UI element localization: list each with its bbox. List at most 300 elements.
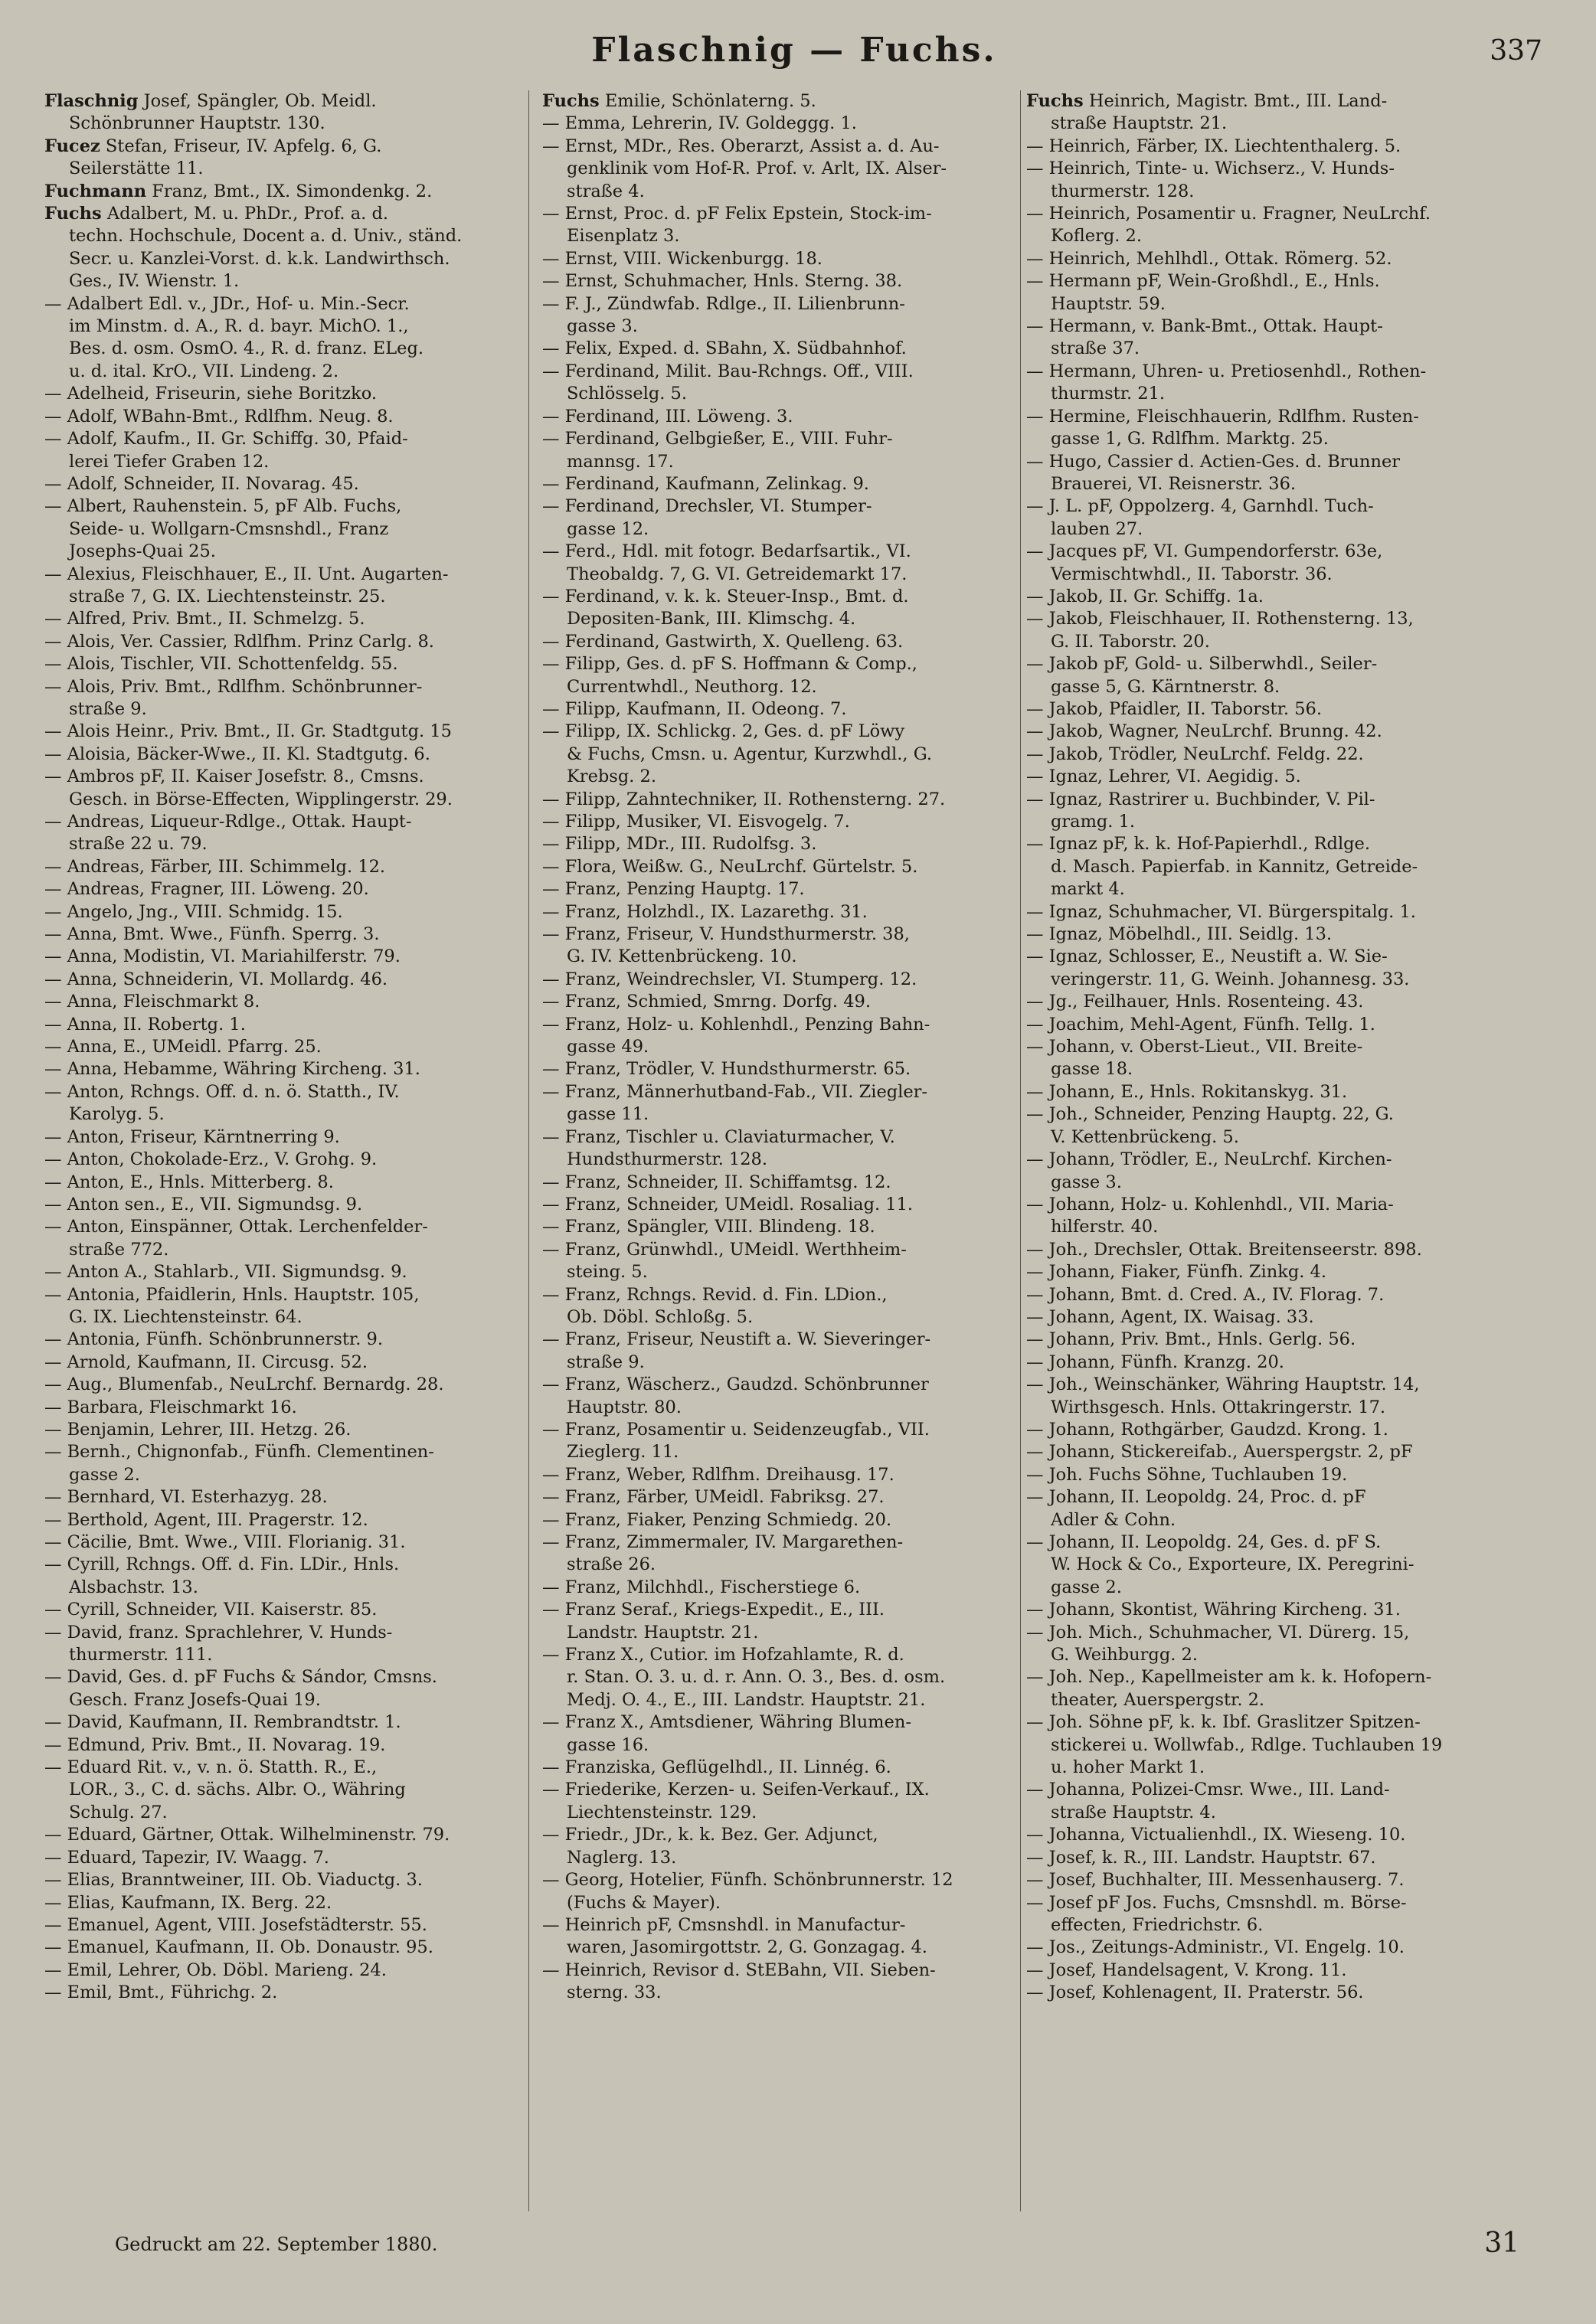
entry-text: Brauerei, VI. Reisnerstr. 36. [1051, 473, 1297, 494]
entry-continuation [1026, 969, 1509, 991]
entry-text: — Andreas, Liqueur-Rdlge., Ottak. Haupt- [44, 812, 412, 832]
entry-text: — David, Ges. d. pF Fuchs & Sándor, Cmsns. [44, 1667, 437, 1688]
entry-text: — Emma, Lehrerin, IV. Goldeggg. 1. [542, 113, 857, 134]
entry-continuation [542, 158, 1021, 180]
directory-entry [1026, 766, 1509, 788]
entry-text: — Anton, Einspänner, Ottak. Lerchenfelder- [44, 1217, 428, 1237]
entry-text: — Ernst, Proc. d. pF Felix Epstein, Stock-im- [542, 204, 932, 224]
entry-text: — Franz, Schmied, Smrng. Dorfg. 49. [542, 992, 872, 1012]
surname-heading: Fuchmann [44, 181, 147, 201]
directory-entry [542, 1599, 1021, 1621]
directory-entry [542, 1194, 1021, 1216]
entry-text: G. IV. Kettenbrückeng. 10. [567, 946, 797, 967]
entry-text: Josephs-Quai 25. [69, 541, 216, 562]
entry-text: gasse 2. [1051, 1577, 1122, 1597]
entry-text: Gesch. Franz Josefs-Quai 19. [69, 1689, 321, 1710]
entry-text: (Fuchs & Mayer). [567, 1892, 721, 1913]
entry-continuation [44, 361, 515, 383]
entry-text: — Emil, Lehrer, Ob. Döbl. Marieng. 24. [44, 1960, 387, 1980]
entry-text: — Heinrich, Färber, IX. Liechtenthalerg. 5. [1026, 136, 1401, 156]
directory-entry [542, 1172, 1021, 1194]
entry-text: — Ferdinand, Milit. Bau-Rchngs. Off., VIII. [542, 361, 914, 381]
entry-text: — Elias, Branntweiner, III. Ob. Viaductg. 3. [44, 1870, 423, 1891]
entry-text: Ob. Döbl. Schloßg. 5. [567, 1306, 754, 1327]
directory-entry [44, 878, 515, 901]
entry-text: — Alois, Priv. Bmt., Rdlfhm. Schönbrunner- [44, 676, 423, 697]
directory-entry [44, 383, 515, 405]
entry-text: — Franz, Schneider, UMeidl. Rosaliag. 11. [542, 1194, 914, 1214]
directory-entry [44, 1486, 515, 1508]
entry-text: — Cyrill, Rchngs. Off. d. Fin. LDir., Hnls. [44, 1554, 400, 1575]
entry-text: gasse 49. [567, 1037, 649, 1057]
entry-text: effecten, Friedrichstr. 6. [1051, 1914, 1264, 1935]
directory-entry [1026, 315, 1509, 338]
entry-text: Hauptstr. 59. [1051, 293, 1166, 314]
directory-entry [542, 1419, 1021, 1441]
entry-text: — Benjamin, Lehrer, III. Hetzg. 26. [44, 1419, 352, 1440]
directory-entry [44, 181, 515, 203]
entry-continuation [44, 1802, 515, 1824]
surname-heading: Fucez [44, 136, 100, 156]
entry-continuation [1026, 428, 1509, 450]
entry-text: mannsg. 17. [567, 451, 674, 472]
entry-continuation [1026, 383, 1509, 405]
entry-text: — Franz, Spängler, VIII. Blindeng. 18. [542, 1217, 875, 1237]
entry-continuation [542, 315, 1021, 338]
entry-text: Wirthsgesch. Hnls. Ottakringerstr. 17. [1051, 1397, 1386, 1417]
directory-entry [1026, 1960, 1509, 1982]
directory-entry [1026, 1261, 1509, 1283]
entry-text: — Joh., Weinschänker, Währing Hauptstr. 14, [1026, 1374, 1420, 1395]
entry-text: Stefan, Friseur, IV. Apfelg. 6, G. [100, 136, 382, 156]
entry-continuation [44, 1464, 515, 1486]
entry-continuation [44, 158, 515, 180]
directory-entry [1026, 1622, 1509, 1644]
entry-text: straße 22 u. 79. [69, 834, 208, 855]
entry-text: — Johann, Rothgärber, Gaudzd. Krong. 1. [1026, 1419, 1388, 1440]
entry-text: genklinik vom Hof-R. Prof. v. Arlt, IX. Alser- [567, 159, 947, 179]
entry-continuation [542, 946, 1021, 968]
entry-text: — Franz, Wäscherz., Gaudzd. Schönbrunner [542, 1374, 929, 1395]
entry-text: gasse 11. [567, 1104, 649, 1125]
directory-entry [542, 901, 1021, 923]
entry-text: — Filipp, Zahntechniker, II. Rothensterng. 27. [542, 789, 946, 809]
entry-text: gasse 3. [567, 316, 638, 337]
entry-text: G. Weihburgg. 2. [1051, 1645, 1198, 1665]
entry-text: — Ignaz, Lehrer, VI. Aegidig. 5. [1026, 766, 1301, 787]
entry-continuation [1026, 1914, 1509, 1937]
entry-text: — Ignaz, Rastrirer u. Buchbinder, V. Pil- [1026, 789, 1375, 809]
directory-entry [542, 1577, 1021, 1599]
entry-continuation [44, 225, 515, 247]
directory-entry [542, 1711, 1021, 1734]
directory-entry [44, 1036, 515, 1058]
directory-entry [44, 1622, 515, 1644]
entry-continuation [1026, 181, 1509, 203]
directory-entry [44, 1352, 515, 1374]
directory-entry [542, 653, 1021, 675]
entry-text: — Johann, v. Oberst-Lieut., VII. Breite- [1026, 1037, 1363, 1057]
directory-entry [542, 293, 1021, 315]
directory-entry [44, 991, 515, 1013]
directory-entry [1026, 203, 1509, 225]
entry-text: — Hugo, Cassier d. Actien-Ges. d. Brunner [1026, 451, 1401, 472]
directory-entry [44, 90, 515, 113]
entry-text: — Ferdinand, Kaufmann, Zelinkag. 9. [542, 473, 869, 494]
entry-text: — Franz, Holzhdl., IX. Lazarethg. 31. [542, 901, 868, 922]
directory-entry [542, 203, 1021, 225]
surname-heading: Fuchs [44, 204, 102, 224]
directory-entry [1026, 1666, 1509, 1688]
directory-entry [542, 698, 1021, 721]
entry-text: — Anna, Bmt. Wwe., Fünfh. Sperrg. 3. [44, 924, 380, 945]
entry-continuation [542, 1689, 1021, 1711]
entry-text: — Alexius, Fleischhauer, E., II. Unt. Augarten- [44, 564, 449, 584]
entry-text: — Andreas, Fragner, III. Löweng. 20. [44, 879, 369, 900]
entry-text: veringerstr. 11, G. Weinh. Johannesg. 33. [1051, 969, 1410, 989]
directory-entry [542, 1058, 1021, 1080]
entry-continuation [1026, 564, 1509, 586]
entry-text: — Franz, Posamentir u. Seidenzeugfab., VII. [542, 1419, 930, 1440]
directory-entry [1026, 406, 1509, 428]
entry-continuation [542, 1982, 1021, 2004]
entry-continuation [44, 789, 515, 811]
entry-text: — Josef pF Jos. Fuchs, Cmsnshdl. m. Börse- [1026, 1892, 1407, 1913]
directory-entry [44, 1666, 515, 1688]
entry-text: — Heinrich, Revisor d. StEBahn, VII. Sieben- [542, 1960, 936, 1980]
entry-continuation [542, 1441, 1021, 1463]
entry-text: Hauptstr. 80. [567, 1397, 682, 1417]
directory-entry [542, 1960, 1021, 1982]
entry-text: Schulg. 27. [69, 1802, 168, 1822]
directory-entry [1026, 698, 1509, 721]
entry-continuation [44, 1689, 515, 1711]
directory-entry [542, 969, 1021, 991]
entry-text: Liechtensteinstr. 129. [567, 1802, 757, 1822]
directory-entry [44, 1982, 515, 2004]
entry-text: — Heinrich, Posamentir u. Fragner, NeuLrchf. [1026, 204, 1431, 224]
entry-text: — Anna, E., UMeidl. Pfarrg. 25. [44, 1037, 322, 1057]
entry-continuation [44, 315, 515, 338]
entry-text: — Hermann pF, Wein-Großhdl., E., Hnls. [1026, 271, 1380, 292]
directory-entry [44, 1194, 515, 1216]
entry-text: Medj. O. 4., E., III. Landstr. Hauptstr. 21. [567, 1689, 926, 1710]
entry-text: — David, Kaufmann, II. Rembrandtstr. 1. [44, 1712, 401, 1733]
directory-entry [542, 856, 1021, 878]
entry-text: — Franz Seraf., Kriegs-Expedit., E., III. [542, 1600, 885, 1620]
directory-entry [1026, 1194, 1509, 1216]
directory-entry [542, 1824, 1021, 1846]
directory-entry [1026, 833, 1509, 855]
directory-entry [542, 721, 1021, 743]
entry-text: G. II. Taborstr. 20. [1051, 631, 1210, 652]
directory-entry [1026, 1374, 1509, 1396]
entry-text: — Johanna, Victualienhdl., IX. Wieseng. 10. [1026, 1825, 1406, 1845]
page-footer [46, 2224, 1542, 2270]
directory-entry [44, 1329, 515, 1351]
entry-text: — Filipp, IX. Schlickg. 2, Ges. d. pF Löwy [542, 721, 905, 742]
directory-entry [1026, 1824, 1509, 1846]
entry-text: — Edmund, Priv. Bmt., II. Novarag. 19. [44, 1734, 386, 1755]
directory-entry [542, 1329, 1021, 1351]
entry-continuation [1026, 1509, 1509, 1531]
entry-text: — Ferdinand, Drechsler, VI. Stumper- [542, 496, 872, 517]
entry-text: — Franz, Friseur, Neustift a. W. Sieveringer- [542, 1329, 931, 1350]
entry-text: — Jacques pF, VI. Gumpendorferstr. 63e, [1026, 541, 1383, 562]
directory-entry [1026, 1779, 1509, 1801]
entry-continuation [542, 1036, 1021, 1058]
entry-continuation [1026, 1757, 1509, 1779]
entry-continuation [1026, 1689, 1509, 1711]
entry-continuation [1026, 225, 1509, 247]
entry-text: — Johann, Fiaker, Fünfh. Zinkg. 4. [1026, 1262, 1327, 1283]
directory-entry [542, 338, 1021, 360]
entry-continuation [1026, 338, 1509, 360]
entry-continuation [1026, 1802, 1509, 1824]
entry-text: — Angelo, Jng., VIII. Schmidg. 15. [44, 901, 343, 922]
entry-continuation [1026, 1397, 1509, 1419]
entry-continuation [1026, 811, 1509, 833]
entry-continuation [542, 1802, 1021, 1824]
entry-continuation [1026, 1126, 1509, 1149]
entry-text: u. d. ital. KrO., VII. Lindeng. 2. [69, 361, 339, 381]
entry-text: — Anton, Rchngs. Off. d. n. ö. Statth., IV. [44, 1081, 400, 1102]
entry-text: — Joh., Schneider, Penzing Hauptg. 22, G. [1026, 1104, 1394, 1125]
entry-text: — Emanuel, Agent, VIII. Josefstädterstr. 55. [44, 1914, 427, 1935]
entry-text: — Adalbert Edl. v., JDr., Hof- u. Min.-Secr. [44, 293, 410, 314]
entry-text: — Arnold, Kaufmann, II. Circusg. 52. [44, 1352, 368, 1372]
directory-entry [542, 1216, 1021, 1238]
entry-text: Heinrich, Magistr. Bmt., III. Land- [1083, 91, 1388, 111]
entry-text: Emilie, Schönlaterng. 5. [599, 91, 816, 111]
directory-entry [1026, 1869, 1509, 1891]
entry-text: — Anton, E., Hnls. Mitterberg. 8. [44, 1172, 334, 1192]
directory-entry [542, 878, 1021, 901]
entry-text: gasse 1, G. Rdlfhm. Marktg. 25. [1051, 429, 1329, 449]
entry-text: — Filipp, MDr., III. Rudolfsg. 3. [542, 834, 817, 855]
entry-continuation [1026, 518, 1509, 541]
entry-text: — Ernst, MDr., Res. Oberarzt, Assist a. d. Au- [542, 136, 940, 156]
entry-text: — Ignaz, Möbelhdl., III. Seidlg. 13. [1026, 924, 1333, 945]
entry-continuation [44, 698, 515, 721]
directory-entry [1026, 653, 1509, 675]
directory-entry [44, 969, 515, 991]
entry-text: Franz, Bmt., IX. Simondenkg. 2. [146, 181, 433, 201]
directory-entry [44, 766, 515, 788]
directory-entry [44, 1711, 515, 1734]
entry-text: Karolyg. 5. [69, 1104, 165, 1125]
entry-text: Koflerg. 2. [1051, 226, 1143, 247]
directory-entry [542, 1081, 1021, 1103]
entry-text: — Franz X., Cutior. im Hofzahlamte, R. d. [542, 1645, 904, 1665]
entry-continuation [542, 181, 1021, 203]
directory-entry [44, 495, 515, 518]
directory-entry [1026, 901, 1509, 923]
directory-entry [542, 1757, 1021, 1779]
directory-entry [542, 473, 1021, 495]
entry-text: — David, franz. Sprachlehrer, V. Hunds- [44, 1622, 393, 1642]
directory-entry [1026, 1352, 1509, 1374]
directory-entry [542, 361, 1021, 383]
directory-entry [44, 1847, 515, 1869]
entry-text: — Heinrich, Tinte- u. Wichserz., V. Hunds- [1026, 159, 1395, 179]
entry-text: G. IX. Liechtensteinstr. 64. [69, 1306, 303, 1327]
entry-text: — Franziska, Geflügelhdl., II. Linnég. 6. [542, 1757, 891, 1778]
entry-text: — Ignaz pF, k. k. Hof-Papierhdl., Rdlge. [1026, 834, 1371, 855]
entry-continuation [1026, 1734, 1509, 1757]
entry-text: — Franz, Weindrechsler, VI. Stumperg. 12. [542, 969, 917, 989]
directory-entry [1026, 1014, 1509, 1036]
directory-entry [1026, 1103, 1509, 1126]
entry-text: — Cäcilie, Bmt. Wwe., VIII. Florianig. 31. [44, 1532, 406, 1552]
entry-text: — Anna, Fleischmarkt 8. [44, 992, 260, 1012]
entry-continuation [44, 833, 515, 855]
directory-entry [44, 946, 515, 968]
entry-text: im Minstm. d. A., R. d. bayr. MichO. 1., [69, 316, 409, 337]
entry-text: — Franz, Weber, Rdlfhm. Dreihausg. 17. [542, 1464, 894, 1485]
entry-continuation [44, 451, 515, 473]
entry-continuation [542, 225, 1021, 247]
directory-entry [1026, 946, 1509, 968]
directory-entry [542, 1284, 1021, 1306]
entry-continuation [542, 1622, 1021, 1644]
entry-text: — Albert, Rauhenstein. 5, pF Alb. Fuchs, [44, 496, 402, 517]
entry-continuation [44, 1779, 515, 1801]
entry-text: r. Stan. O. 3. u. d. r. Ann. O. 3., Bes. d. osm. [567, 1667, 946, 1688]
entry-text: — Jg., Feilhauer, Hnls. Rosenteing. 43. [1026, 992, 1364, 1012]
directory-entry [1026, 586, 1509, 608]
directory-entry [44, 428, 515, 450]
print-date: Gedruckt am 22. September 1880. [115, 2234, 438, 2255]
entry-text: — Friedr., JDr., k. k. Bez. Ger. Adjunct, [542, 1825, 878, 1845]
directory-entry [1026, 1599, 1509, 1621]
directory-entry [542, 1126, 1021, 1149]
entry-text: — Jakob, Fleischhauer, II. Rothensterng. 13, [1026, 609, 1414, 629]
directory-entry [542, 270, 1021, 293]
entry-text: — Emanuel, Kaufmann, II. Ob. Donaustr. 95. [44, 1937, 433, 1958]
directory-entry [1026, 361, 1509, 383]
entry-text: — Georg, Hotelier, Fünfh. Schönbrunnerstr. 12 [542, 1870, 953, 1891]
entry-text: straße 37. [1051, 338, 1140, 359]
entry-text: lerei Tiefer Graben 12. [69, 451, 270, 472]
entry-continuation [44, 248, 515, 270]
entry-text: Seilerstätte 11. [69, 159, 204, 179]
entry-text: — Anna, II. Robertg. 1. [44, 1014, 246, 1035]
entry-continuation [1026, 1644, 1509, 1666]
entry-text: — Joh., Drechsler, Ottak. Breitenseerstr. 898. [1026, 1239, 1422, 1260]
entry-continuation [1026, 856, 1509, 878]
entry-continuation [542, 608, 1021, 630]
directory-entry [44, 1284, 515, 1306]
directory-entry [542, 1464, 1021, 1486]
entry-text: — Friederike, Kerzen- u. Seifen-Verkauf., IX. [542, 1780, 930, 1800]
entry-text: LOR., 3., C. d. sächs. Albr. O., Währing [69, 1780, 406, 1800]
entry-text: — Jakob, II. Gr. Schiffg. 1a. [1026, 586, 1264, 606]
entry-text: gasse 5, G. Kärntnerstr. 8. [1051, 676, 1280, 697]
entry-text: Seide- u. Wollgarn-Cmsnshdl., Franz [69, 518, 389, 539]
entry-text: Adalbert, M. u. PhDr., Prof. a. d. [101, 204, 388, 224]
directory-entry [44, 1149, 515, 1171]
entry-continuation [1026, 676, 1509, 698]
entry-text: — Ferdinand, Gastwirth, X. Quelleng. 63. [542, 631, 904, 652]
entry-text: stickerei u. Wollwfab., Rdlge. Tuchlauben 19 [1051, 1734, 1443, 1755]
entry-text: straße 7, G. IX. Liechtensteinstr. 25. [69, 586, 386, 606]
entry-text: — Aloisia, Bäcker-Wwe., II. Kl. Stadtgutg. 6. [44, 744, 430, 764]
directory-entry [44, 1554, 515, 1576]
entry-continuation [542, 383, 1021, 405]
entry-text: — Joachim, Mehl-Agent, Fünfh. Tellg. 1. [1026, 1014, 1375, 1035]
entry-text: — Antonia, Fünfh. Schönbrunnerstr. 9. [44, 1329, 383, 1350]
directory-entry [1026, 789, 1509, 811]
entry-continuation [44, 338, 515, 360]
page-title: Flaschnig — Fuchs. [591, 31, 997, 70]
entry-text: — Jakob pF, Gold- u. Silberwhdl., Seiler- [1026, 654, 1378, 675]
entry-text: — Franz X., Amtsdiener, Währing Blumen- [542, 1712, 911, 1733]
directory-entry [1026, 1441, 1509, 1463]
sheet-number: 31 [1484, 2228, 1519, 2259]
entry-text: straße 4. [567, 181, 645, 201]
directory-entry [1026, 721, 1509, 743]
entry-text: & Fuchs, Cmsn. u. Agentur, Kurzwhdl., G. [567, 744, 933, 764]
entry-text: — Emil, Bmt., Führichg. 2. [44, 1982, 278, 2003]
entry-text: — Franz, Fiaker, Penzing Schmiedg. 20. [542, 1509, 892, 1530]
entry-text: — Hermann, Uhren- u. Pretiosenhdl., Rothen- [1026, 361, 1427, 381]
directory-entry [542, 1644, 1021, 1666]
entry-text: — Barbara, Fleischmarkt 16. [44, 1397, 297, 1417]
directory-entry [44, 721, 515, 743]
entry-text: — Anna, Hebamme, Währing Kircheng. 31. [44, 1059, 420, 1080]
entry-text: theater, Auerspergstr. 2. [1051, 1689, 1265, 1710]
entry-text: thurmstr. 21. [1051, 384, 1166, 404]
entry-continuation [542, 676, 1021, 698]
entry-text: — Adelheid, Friseurin, siehe Boritzko. [44, 384, 378, 404]
page-header [46, 25, 1542, 80]
directory-column-3 [1026, 90, 1509, 2219]
entry-text: Secr. u. Kanzlei-Vorst. d. k.k. Landwirthsch. [69, 248, 450, 269]
entry-text: — Filipp, Musiker, VI. Eisvogelg. 7. [542, 812, 850, 832]
directory-entry [542, 428, 1021, 450]
directory-entry [1026, 1284, 1509, 1306]
entry-continuation [542, 1666, 1021, 1688]
entry-continuation [1026, 1216, 1509, 1238]
directory-entry [44, 631, 515, 653]
entry-text: Depositen-Bank, III. Klimschg. 4. [567, 609, 856, 629]
directory-entry [542, 248, 1021, 270]
entry-continuation [542, 1734, 1021, 1757]
directory-entry [542, 1014, 1021, 1036]
entry-text: — Hermine, Fleischhauerin, Rdlfhm. Rusten- [1026, 406, 1419, 427]
directory-entry [1026, 1711, 1509, 1734]
entry-text: Gesch. in Börse-Effecten, Wipplingerstr. 29. [69, 789, 453, 809]
entry-text: — Filipp, Ges. d. pF S. Hoffmann & Comp., [542, 654, 917, 675]
directory-entry [44, 1419, 515, 1441]
surname-heading: Fuchs [1026, 91, 1084, 111]
entry-text: — Johann, Priv. Bmt., Hnls. Gerlg. 56. [1026, 1329, 1356, 1350]
entry-text: — Franz, Penzing Hauptg. 17. [542, 879, 805, 900]
directory-entry [1026, 1892, 1509, 1914]
entry-text: — Eduard, Gärtner, Ottak. Wilhelminenstr. 79. [44, 1825, 450, 1845]
directory-entry [542, 586, 1021, 608]
directory-entry [1026, 991, 1509, 1013]
entry-text: — Joh. Mich., Schuhmacher, VI. Dürerg. 15, [1026, 1622, 1410, 1642]
entry-continuation [542, 1847, 1021, 1869]
entry-text: gasse 12. [567, 518, 649, 539]
entry-continuation [1026, 631, 1509, 653]
entry-text: — Ignaz, Schlosser, E., Neustift a. W. Sie- [1026, 946, 1388, 967]
directory-entry [1026, 1239, 1509, 1261]
directory-entry [44, 1869, 515, 1891]
directory-entry [1026, 1081, 1509, 1103]
